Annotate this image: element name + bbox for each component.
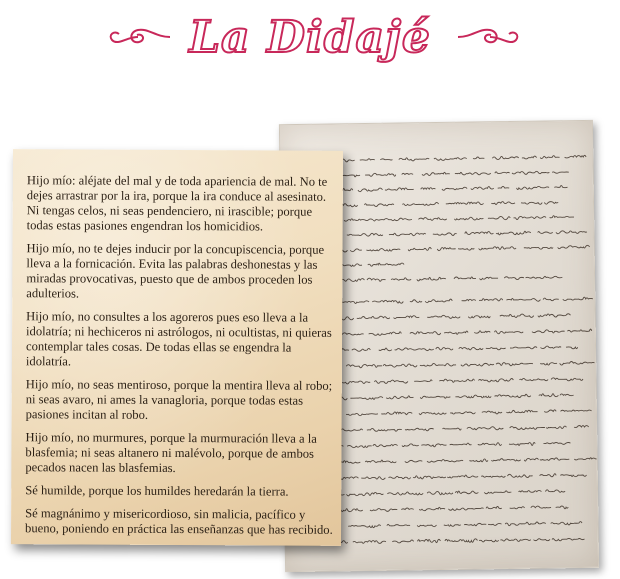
handwriting-stroke — [492, 156, 518, 159]
handwriting-stroke — [402, 444, 419, 447]
handwriting-stroke — [539, 474, 556, 477]
handwriting-stroke — [402, 202, 438, 205]
paragraph-7: Sé magnánimo y misericordioso, sin malicia, pacífico y bueno, poniendo en práctica las enseñanzas que has recibido. — [25, 506, 333, 537]
handwriting-stroke — [420, 396, 450, 399]
handwriting-stroke — [544, 202, 558, 205]
handwriting-stroke — [552, 538, 585, 541]
handwriting-stroke — [369, 332, 402, 336]
handwriting-stroke — [510, 507, 525, 509]
handwriting-stroke — [372, 300, 403, 304]
handwriting-stroke — [417, 277, 446, 281]
handwriting-stroke — [365, 203, 394, 206]
handwriting-stroke — [413, 475, 446, 479]
paragraph-5: Hijo mío, no murmures, porque la murmuración lleva a la blasfemia; ni seas altanero ni malévolo, porque de ambos pecados nacen las blasfemias. — [25, 430, 317, 475]
handwriting-stroke — [361, 477, 385, 480]
handwriting-stroke — [445, 539, 478, 543]
handwriting-stroke — [538, 314, 571, 318]
handwriting-stroke — [393, 316, 419, 319]
handwriting-stroke — [417, 525, 436, 527]
handwriting-stroke — [480, 277, 499, 280]
handwriting-stroke — [455, 172, 491, 175]
handwriting-stroke — [379, 348, 392, 351]
handwriting-stroke — [496, 231, 531, 235]
handwriting-stroke — [455, 395, 491, 398]
handwriting-stroke — [563, 297, 593, 300]
handwriting-stroke — [443, 428, 462, 430]
handwriting-stroke — [448, 508, 483, 511]
handwriting-stroke — [540, 346, 561, 349]
handwriting-stroke — [498, 186, 510, 188]
handwriting-stroke — [484, 491, 511, 494]
handwriting-stroke — [554, 185, 567, 187]
handwriting-stroke — [373, 218, 412, 221]
handwriting-stroke — [380, 159, 392, 160]
handwriting-stroke — [532, 330, 565, 334]
handwriting-stroke — [522, 156, 537, 159]
handwriting-stroke — [488, 523, 501, 525]
handwriting-stroke — [488, 216, 510, 220]
handwriting-stroke — [433, 233, 457, 236]
paragraph-6: Sé humilde, porque los humildes heredarán la tierra. — [25, 483, 289, 499]
handwriting-stroke — [381, 412, 412, 415]
handwriting-stroke — [486, 347, 506, 350]
handwriting-stroke — [507, 474, 532, 478]
handwriting-stroke — [366, 248, 400, 251]
handwriting-stroke — [546, 426, 566, 429]
handwriting-stroke — [567, 329, 591, 332]
handwriting-stroke — [401, 508, 413, 510]
handwriting-stroke — [444, 331, 468, 334]
handwriting-stroke — [543, 298, 559, 301]
handwriting-stroke — [346, 413, 378, 416]
handwriting-stroke — [442, 187, 467, 190]
handwriting-stroke — [521, 202, 542, 204]
handwriting-stroke — [479, 246, 516, 250]
handwriting-stroke — [540, 156, 559, 159]
handwriting-stroke — [420, 363, 444, 366]
handwriting-stroke — [481, 476, 505, 478]
handwriting-stroke — [427, 315, 460, 319]
handwriting-stroke — [427, 491, 453, 495]
handwriting-stroke — [450, 412, 475, 415]
handwriting-stroke — [385, 188, 414, 191]
handwriting-stroke — [357, 316, 390, 319]
handwriting-stroke — [524, 458, 538, 461]
handwriting-stroke — [543, 442, 570, 444]
handwriting-stroke — [550, 215, 574, 217]
handwriting-stroke — [467, 427, 504, 431]
handwriting-stroke — [544, 410, 556, 412]
handwriting-stroke — [478, 443, 502, 446]
handwriting-stroke — [534, 539, 551, 541]
handwriting-stroke — [506, 410, 537, 413]
handwriting-stroke — [482, 411, 502, 414]
handwriting-stroke — [358, 188, 383, 192]
handwriting-stroke — [454, 217, 483, 220]
handwriting-stroke — [346, 492, 383, 496]
handwriting-stroke — [574, 457, 598, 461]
handwriting-stroke — [468, 316, 490, 319]
paragraph-3: Hijo mío, no consultes a los agoreros pues eso lleva a la idolatría; ni hechiceros ni astrólogos, ni ocultistas, ni quieras contemplar tales cosas. De todas ellas se engendra la idolatría. — [25, 309, 332, 369]
handwriting-stroke — [491, 458, 520, 461]
handwriting-stroke — [405, 460, 423, 462]
handwriting-stroke — [494, 394, 530, 398]
handwriting-stroke — [405, 428, 434, 431]
paragraph-2: Hijo mío, no te dejes inducir por la concupiscencia, porque lleva a la fornicación. Evita las palabras deshonestas y las miradas provocativas, puesto que de ambos proceden los adulterios. — [26, 241, 325, 301]
handwriting-stroke — [556, 506, 569, 509]
handwriting-stroke — [437, 247, 455, 250]
handwriting-stroke — [526, 276, 563, 279]
handwriting-stroke — [495, 172, 510, 174]
handwriting-stroke — [574, 425, 589, 427]
handwriting-stroke — [454, 277, 476, 279]
handwriting-stroke — [352, 348, 371, 351]
handwriting-stroke — [545, 490, 565, 493]
handwriting-stroke — [353, 540, 386, 543]
handwriting-stroke — [419, 507, 445, 511]
handwriting-stroke — [342, 381, 370, 384]
paragraph-4: Hijo mío, no seas mentiroso, porque la mentira lleva al robo; ni seas avaro, ni ames la vanagloria, porque todas estas pasiones incitan al robo. — [25, 377, 333, 422]
handwriting-stroke — [387, 524, 410, 526]
handwriting-stroke — [344, 219, 373, 222]
handwriting-stroke — [519, 490, 542, 492]
handwriting-stroke — [421, 444, 446, 447]
handwriting-stroke — [418, 539, 441, 543]
handwriting-stroke — [370, 508, 397, 511]
handwriting-stroke — [447, 475, 478, 478]
handwriting-stroke — [491, 201, 515, 204]
handwriting-stroke — [474, 331, 490, 334]
handwriting-stroke — [540, 458, 570, 461]
handwriting-stroke — [458, 248, 474, 250]
handwriting-stroke — [512, 171, 549, 174]
handwriting-stroke — [517, 186, 550, 189]
handwriting-stroke — [566, 347, 578, 349]
handwriting-stroke — [462, 299, 476, 301]
handwriting-stroke — [509, 442, 535, 445]
handwriting-stroke — [551, 522, 582, 526]
handwriting-stroke — [538, 231, 553, 233]
handwriting-stroke — [565, 155, 587, 158]
handwriting-stroke — [444, 525, 461, 527]
handwriting-stroke — [395, 348, 413, 350]
handwriting-stroke — [418, 217, 446, 220]
handwriting-stroke — [560, 474, 586, 476]
handwriting-stroke — [465, 231, 494, 234]
handwriting-stroke — [461, 363, 494, 366]
handwriting-stroke — [510, 426, 545, 430]
handwriting-stroke — [513, 216, 546, 219]
handwriting-stroke — [436, 347, 453, 350]
handwriting-stroke — [347, 445, 372, 448]
handwriting-stroke — [387, 492, 423, 496]
handwriting-stroke — [408, 247, 431, 250]
handwriting-stroke — [350, 397, 383, 400]
handwriting-stroke — [500, 314, 534, 318]
handwriting-stroke — [391, 278, 411, 281]
handwriting-stroke — [496, 362, 533, 366]
handwriting-stroke — [556, 230, 587, 233]
handwriting-stroke — [478, 378, 513, 382]
handwriting-stroke — [479, 298, 503, 301]
handwriting-stroke — [560, 394, 574, 396]
handwriting-stroke — [419, 412, 446, 414]
handwriting-stroke — [558, 245, 590, 248]
handwriting-stroke — [539, 394, 559, 397]
handwriting-stroke — [402, 173, 413, 174]
handwriting-stroke — [410, 331, 441, 335]
handwriting-stroke — [524, 247, 553, 249]
handwriting-stroke — [421, 188, 436, 190]
handwriting-stroke — [414, 380, 432, 382]
handwriting-stroke — [410, 300, 422, 303]
handwriting-stroke — [560, 361, 595, 365]
handwriting-stroke — [367, 428, 402, 432]
handwriting-stroke — [486, 506, 502, 508]
handwriting-stroke — [519, 378, 548, 381]
handwriting-stroke — [526, 522, 546, 525]
handwriting-stroke — [412, 349, 433, 351]
handwriting-stroke — [439, 379, 474, 383]
handwriting-stroke — [373, 444, 398, 447]
handwriting-stroke — [399, 158, 429, 162]
handwriting-stroke — [434, 158, 467, 161]
handwriting-stroke — [455, 491, 478, 494]
title-banner — [0, 0, 620, 80]
handwriting-stroke — [427, 459, 463, 462]
handwriting-stroke — [469, 459, 488, 462]
handwriting-stroke — [504, 277, 524, 280]
handwriting-stroke — [386, 396, 413, 399]
handwriting-stroke — [444, 363, 456, 366]
handwriting-stroke — [365, 460, 396, 463]
handwriting-stroke — [510, 347, 537, 349]
page-title: La Didajé — [189, 12, 431, 63]
handwriting-stroke — [551, 377, 583, 381]
handwriting-stroke — [389, 476, 411, 479]
handwriting-stroke — [446, 202, 484, 205]
handwriting-stroke — [479, 540, 499, 542]
handwriting-stroke — [561, 410, 592, 411]
handwriting-stroke — [540, 363, 557, 366]
handwriting-stroke — [365, 173, 396, 177]
handwriting-stroke — [368, 263, 404, 266]
handwriting-stroke — [346, 364, 382, 368]
handwriting-stroke — [464, 523, 486, 526]
handwriting-stroke — [422, 172, 450, 175]
handwriting-stroke — [348, 525, 380, 528]
handwriting-stroke — [360, 159, 375, 161]
handwriting-stroke — [374, 380, 407, 384]
handwriting-stroke — [471, 186, 494, 189]
handwriting-stroke — [425, 299, 452, 303]
handwriting-stroke — [347, 233, 383, 236]
paragraph-1: Hijo mío: aléjate del mal y de toda apariencia de mal. No te dejes arrastrar por la ira, porque la ira conduce al asesinato. Ni tengas celos, ni seas pendenciero, ni irascible; porque todas estas pasiones engendran los homicidios. — [26, 173, 328, 234]
handwriting-stroke — [350, 249, 362, 252]
handwriting-stroke — [506, 298, 540, 302]
handwriting-stroke — [383, 364, 417, 368]
handwriting-stroke — [505, 523, 525, 526]
handwriting-stroke — [473, 157, 484, 159]
handwriting-stroke — [389, 233, 426, 236]
translation-panel — [11, 149, 343, 546]
handwriting-stroke — [450, 443, 472, 445]
handwriting-stroke — [459, 347, 483, 350]
handwriting-stroke — [552, 172, 569, 174]
handwriting-stroke — [531, 506, 551, 508]
handwriting-stroke — [367, 278, 386, 282]
right-flourish-ornament — [456, 24, 520, 50]
handwriting-stroke — [392, 540, 413, 543]
handwriting-stroke — [500, 539, 530, 542]
translation-text — [25, 173, 335, 546]
handwriting-stroke — [494, 330, 523, 333]
